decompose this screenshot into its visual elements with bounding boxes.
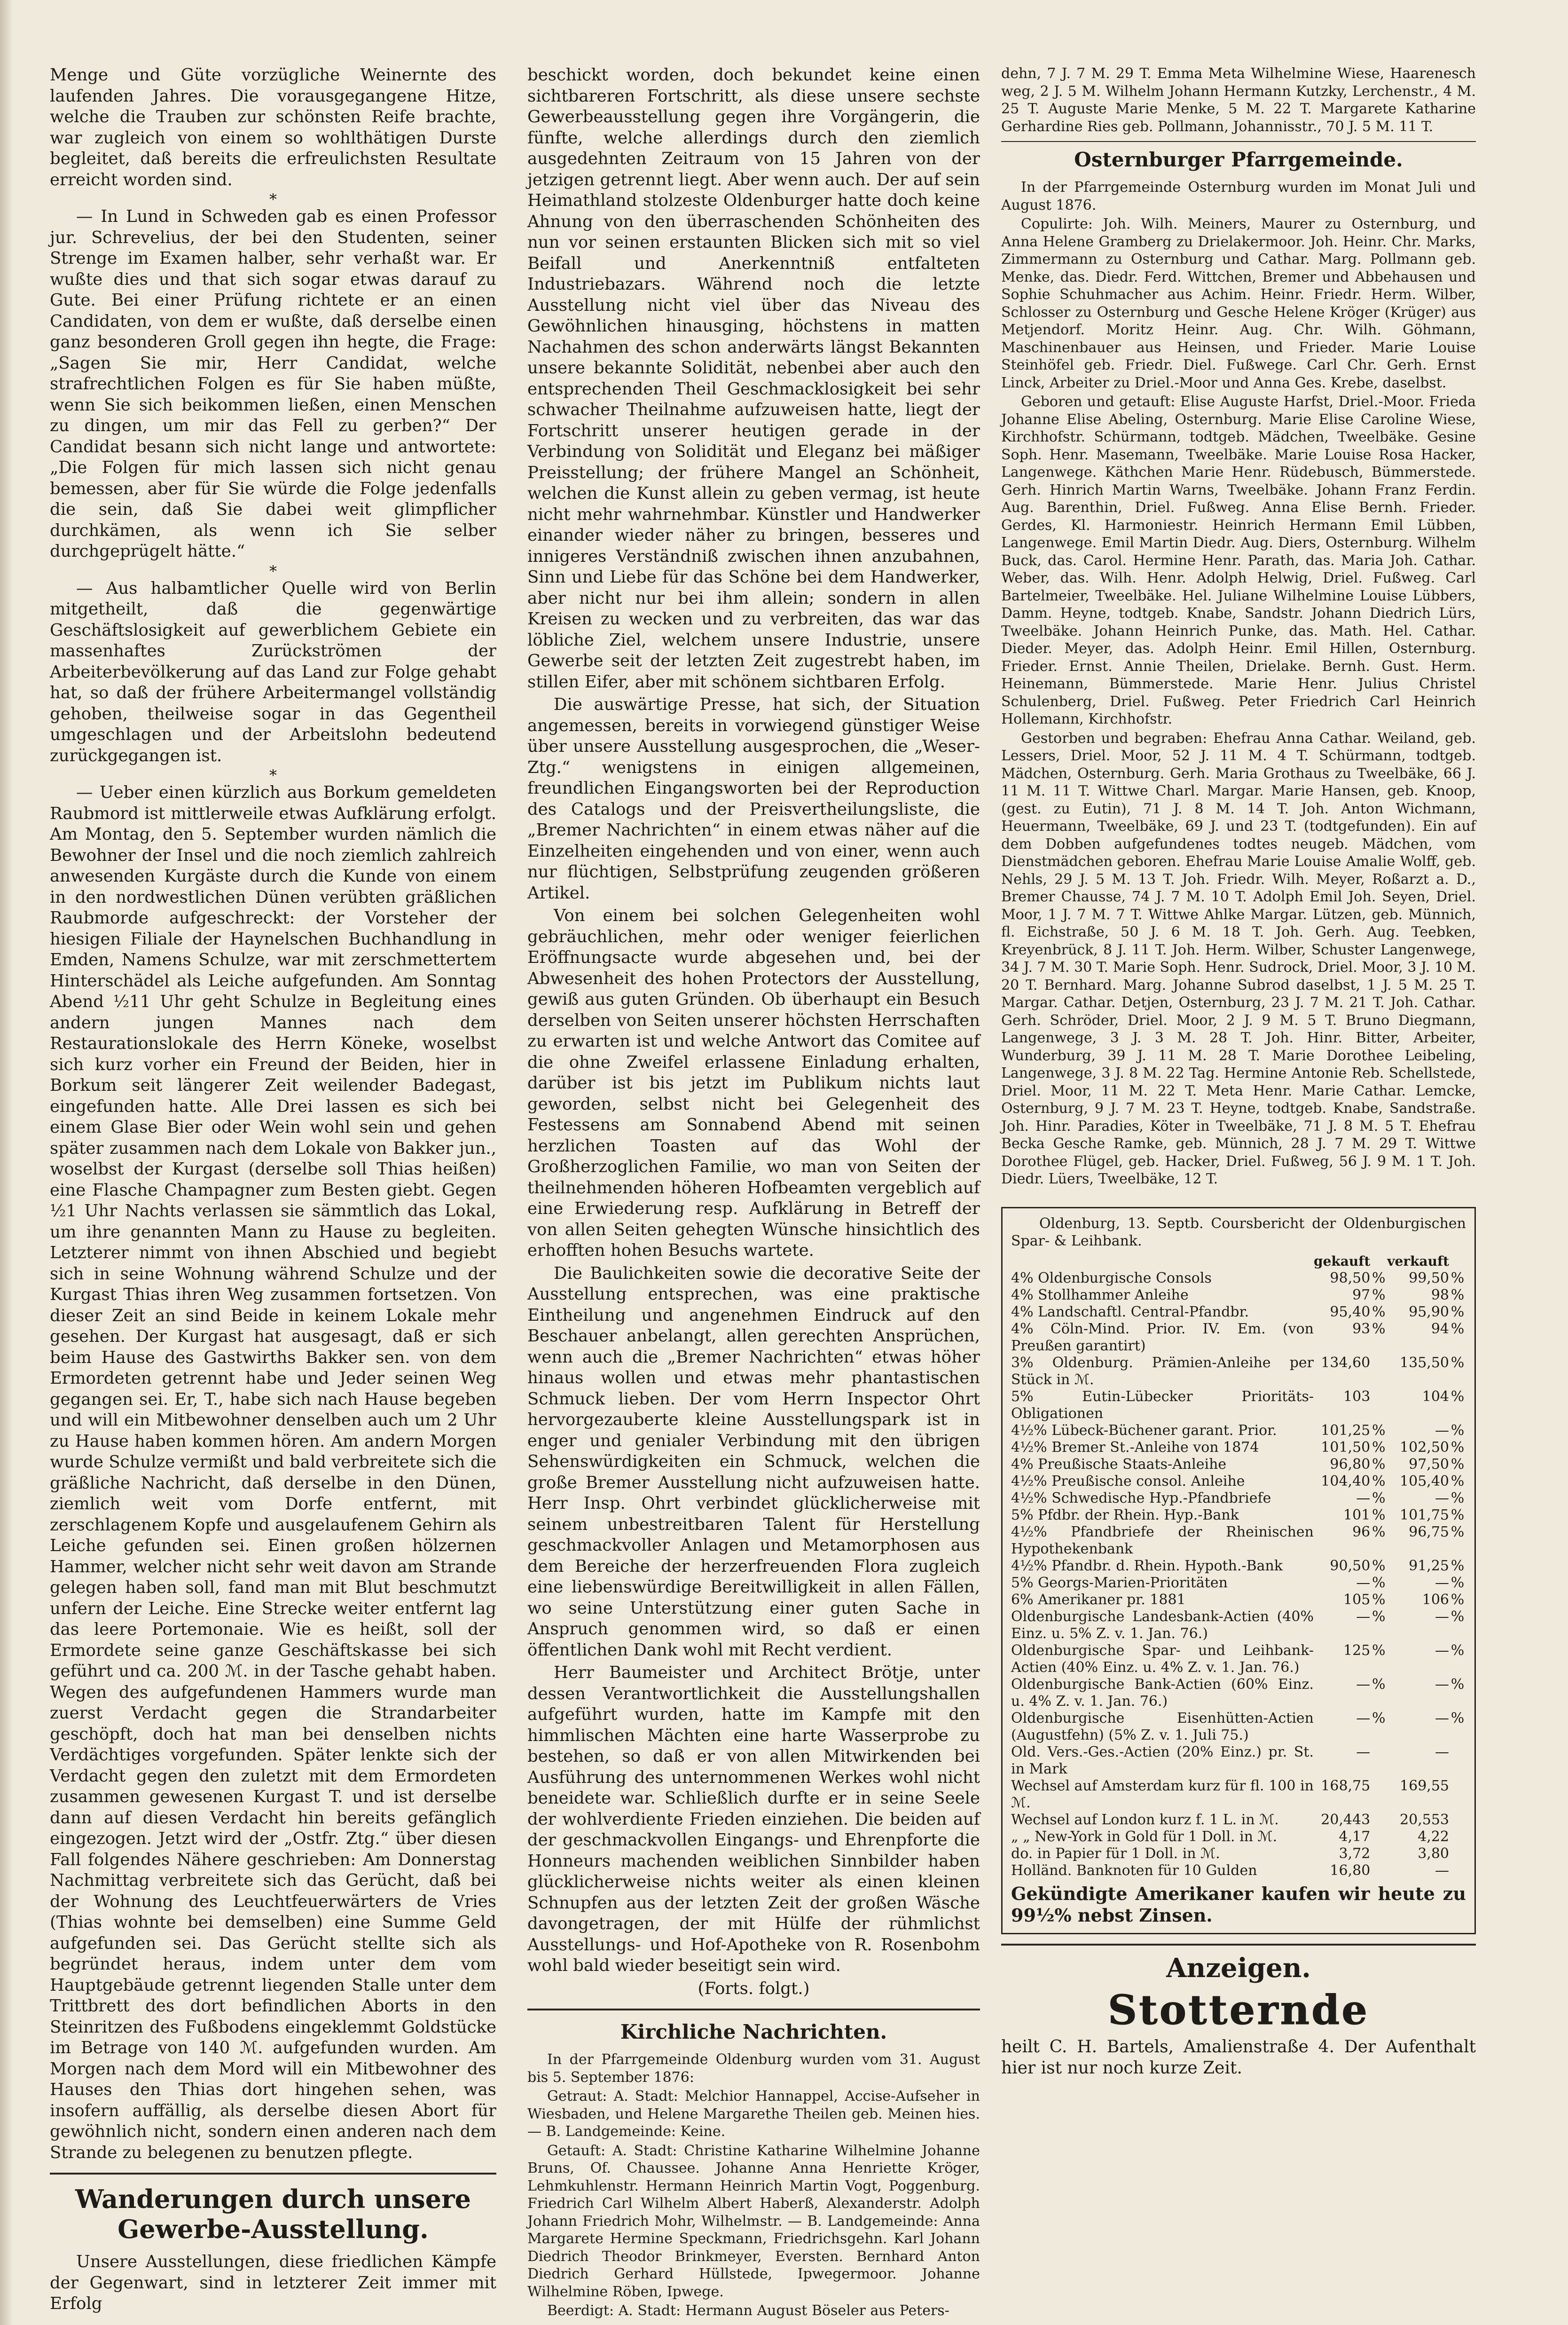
bought-unit: % — [1372, 1439, 1386, 1456]
exchange-row — [1011, 1608, 1466, 1642]
burials-cont-text: dehn, 7 J. 7 M. 29 T. Emma Meta Wilhelmine Wiese, Haarenesch weg, 2 J. 5 M. Wilhelm Johann Hermann Kutzky, Lerchenstr., 4 M. 25 T. Auguste Marie Menke, 5 M. 22 T. Margarete Katharine Gerhardine Ries geb. Pollmann, Johannisstr., 70 J. 5 M. 11 T. — [1001, 65, 1476, 135]
header-bought: gekauft — [1314, 1253, 1371, 1269]
exchange-row — [1011, 1456, 1466, 1473]
bought-price: — — [1356, 1676, 1371, 1693]
bought-unit — [1370, 1778, 1387, 1812]
bought-unit — [1370, 1388, 1387, 1422]
bought-unit: % — [1372, 1557, 1386, 1574]
sold-price: — — [1435, 1422, 1449, 1439]
security-name: 5% Georgs-Marien-Prioritäten — [1011, 1574, 1228, 1591]
sold-unit: % — [1450, 1439, 1465, 1456]
sold-unit: % — [1450, 1422, 1465, 1439]
bought-price: 93 — [1352, 1320, 1371, 1337]
bought-price: — — [1356, 1574, 1371, 1591]
bought-unit — [1370, 1845, 1387, 1862]
bought-unit: % — [1372, 1676, 1386, 1693]
church-baptisms: Getauft: A. Stadt: Christine Katharine Wilhelmine Johanne Bruns, Of. Chaussee. Johanne Anna Henriette Kröger, Lehmkuhlenstr. Hermann Heinrich Martin Vogt, Poggenburg. Friedrich Carl Wilhelm Albert Haberß, Alexanderstr. Adolph Johann Friedrich Mohr, Wilhelmstr. — B. Landgemeinde: Anna Margarete Hermine Speckmann, Friedrichsgehn. Karl Johann Diedrich Theodor Brinkmeyer, Eversten. Bernhard Anton Diedrich Gerhard Hüllstede, Ipwegermoor. Johanne Wilhelmine Röben, Ipwege. — [527, 2142, 980, 2300]
security-name: Wechsel auf Amsterdam kurz für fl. 100 in ℳ. — [1011, 1777, 1314, 1811]
section-title-osternburg: Osternburger Pfarrgemeinde. — [1074, 148, 1403, 171]
exchange-row — [1011, 1828, 1466, 1845]
sold-price: — — [1435, 1862, 1449, 1879]
sold-price: — — [1435, 1743, 1449, 1760]
security-name: Holländ. Banknoten für 10 Gulden — [1011, 1862, 1257, 1879]
sold-price: — — [1435, 1490, 1449, 1506]
bought-price: 98,50 — [1330, 1269, 1371, 1286]
security-name: 5% Eutin-Lübecker Prioritäts-Obligationen — [1011, 1388, 1314, 1422]
exchange-row — [1011, 1473, 1466, 1490]
bought-price: 104,40 — [1321, 1473, 1371, 1490]
security-name: Oldenburgische Spar- und Leihbank-Actien (40% Einz. u. 4% Z. v. 1. Jan. 76.) — [1011, 1642, 1314, 1676]
exchange-row — [1011, 1355, 1466, 1388]
article-exhibition-cont: beschickt worden, doch bekundet keine einen sichtbareren Fortschritt, als diese unsere sechste Gewerbeausstellung gegen ihre Vorgängerin, die fünfte, welche allerdings durch den ziemlich ausgedehnten Zeitraum von 15 Jahren von der jetzigen getrennt liegt. Aber wenn auch. Der auf sein Heimathland stolzeste Oldenburger hatte doch keine Ahnung von den überraschenden Schönheiten des nun vor seinen erstaunten Blicken sich mit so viel Beifall und Anerkenntniß entfalteten Industriebazars. Während noch die letzte Ausstellung nicht viel über das Niveau des Gewöhnlichen hinausging, höchstens in matten Nachahmen des schon anderwärts längst Bekannten unsere bekannte Solidität, nebenbei aber auch den entsprechenden Theil Geschmacklosigkeit bei sehr schwacher Theilnahme aufzuweisen hatte, liegt der Fortschritt unserer heutigen gerade in der Verbindung von Solidität und Eleganz bei mäßiger Preisstellung; der frühere Mangel an Schönheit, welchen die Kunst allein zu geben vermag, ist heute nicht mehr wahrnehmbar. Künstler und Handwerker einander wieder näher zu bringen, besseres und innigeres Verständniß zwischen ihnen anzubahnen, Sinn und Liebe für das Schöne bei dem Handwerker, aber nicht nur bei ihm allein; sondern in allen Kreisen zu wecken und zu verbreiten, das war das löbliche Ziel, welchem unsere Industrie, unsere Gewerbe seit der letzten Zeit zugestrebt haben, im stillen Eifer, aber mit schönem sichtbaren Erfolg. — [527, 65, 980, 692]
exchange-rate-table — [1011, 1253, 1466, 1879]
security-name: 5% Pfdbr. der Rhein. Hyp.-Bank — [1011, 1506, 1239, 1523]
exchange-row — [1011, 1710, 1466, 1744]
bought-unit: % — [1372, 1320, 1386, 1337]
sold-price: 97,50 — [1409, 1456, 1449, 1473]
exchange-row — [1011, 1642, 1466, 1676]
bought-price: 101 — [1343, 1506, 1371, 1523]
sold-price: 101,75 — [1400, 1506, 1449, 1523]
security-name: 4% Stollhammer Anleihe — [1011, 1286, 1189, 1303]
security-name: Oldenburgische Bank-Actien (60% Einz. u. 4% Z. v. 1. Jan. 76.) — [1011, 1676, 1314, 1710]
sold-unit: % — [1450, 1303, 1465, 1320]
security-name: 4½% Pfandbr. d. Rhein. Hypoth.-Bank — [1011, 1557, 1283, 1574]
bought-price: 16,80 — [1330, 1862, 1371, 1879]
advertisement-headline: Stotternde — [1107, 1986, 1370, 2034]
article-exhibition-press: Die auswärtige Presse, hat sich, der Situation angemessen, bereits in vorwiegend günstiger Weise über unsere Ausstellung ausgesprochen, die „Weser-Ztg.“ wenigstens in einigen allgemeinen, freundlichen Eingangsworten bei der Reproduction des Catalogs und der Preisvertheilungsliste, die „Bremer Nachrichten“ in einem etwas näher auf die Einzelheiten eingehenden und von einer, wenn auch nur flüchtigen, Selbstprüfung zeugenden größeren Artikel. — [527, 695, 980, 903]
divider — [527, 2009, 980, 2010]
security-name: do. in Papier für 1 Doll. in ℳ. — [1011, 1845, 1220, 1862]
exchange-row — [1011, 1270, 1466, 1287]
bought-price: 96 — [1352, 1523, 1371, 1540]
bought-price: 105 — [1343, 1591, 1371, 1608]
bought-price: 90,50 — [1330, 1557, 1371, 1574]
bought-price: — — [1356, 1490, 1371, 1506]
column-2 — [527, 65, 980, 2321]
security-name: 4% Landschaftl. Central-Pfandbr. — [1011, 1303, 1249, 1320]
sold-price: 105,40 — [1400, 1473, 1449, 1490]
exchange-row — [1011, 1524, 1466, 1558]
bought-unit: % — [1372, 1608, 1386, 1625]
exchange-row — [1011, 1778, 1466, 1812]
sold-unit: % — [1450, 1676, 1465, 1693]
article-title-exhibition: Wanderungen durch unsere Gewerbe-Ausstellung. — [75, 2184, 471, 2244]
sold-price: 98 — [1431, 1286, 1449, 1303]
sold-unit: % — [1450, 1642, 1465, 1659]
sold-price: 106 — [1422, 1591, 1449, 1608]
sold-price: — — [1435, 1676, 1449, 1693]
sold-unit: % — [1450, 1523, 1465, 1540]
bought-unit: % — [1372, 1710, 1386, 1726]
bought-unit — [1370, 1355, 1387, 1388]
sold-unit: % — [1450, 1506, 1465, 1523]
bought-price: — — [1356, 1608, 1371, 1625]
sold-unit — [1449, 1778, 1466, 1812]
exchange-row — [1011, 1439, 1466, 1456]
sold-unit: % — [1450, 1574, 1465, 1591]
security-name: Oldenburgische Landesbank-Actien (40% Einz. u. 5% Z. v. 1. Jan. 76.) — [1011, 1608, 1314, 1642]
article-lund: — In Lund in Schweden gab es einen Professor jur. Schrevelius, der bei den Studenten, seiner Strenge im Examen halber, sehr verhaßt war. Er wußte dies und that sich sogar etwas darauf zu Gute. Bei einer Prüfung richtete er an einen Candidaten, von dem er wußte, daß derselbe einen ganz besonderen Groll gegen ihn hegte, die Frage: „Sagen Sie mir, Herr Candidat, welche strafrechtlichen Folgen es für Sie haben müßte, wenn Sie sich beikommen ließen, einen Menschen zu dingen, um mir das Fell zu gerben?“ Der Candidat besann sich nicht lange und antwortete: „Die Folgen für mich lassen sich nicht genau bemessen, aber für Sie würde die Folge jedenfalls die sein, daß Sie dabei weit glimpflicher durchkämen, als wenn ich Sie selber durchgeprügelt hätte.“ — [50, 207, 496, 561]
bought-unit: % — [1372, 1506, 1386, 1523]
sold-unit: % — [1450, 1388, 1465, 1405]
security-name: 4½% Preußische consol. Anleihe — [1011, 1473, 1245, 1490]
security-name: 3% Oldenburg. Prämien-Anleihe per Stück in ℳ. — [1011, 1354, 1314, 1388]
article-exhibition-opening: Von einem bei solchen Gelegenheiten wohl gebräuchlichen, mehr oder weniger feierlichen Eröffnungsacte wurde abgesehen und, bei der Abwesenheit des hohen Protectors der Ausstellung, gewiß aus guten Gründen. Ob überhaupt ein Besuch derselben von Seiten unserer höchsten Herrschaften zu erwarten ist und welche Antwort das Comitee auf die ohne Zweifel erlassene Einladung erhalten, darüber ist bis jetzt im Publikum nichts laut geworden, selbst nicht bei Gelegenheit des Festessens am Sonnabend Abend mit seinen herzlichen Toasten auf das Wohl der Großherzoglichen Familie, wo man von Seiten der theilnehmenden höheren Hofbeamten vergeblich auf eine Erwiederung resp. Aufklärung in Betreff der von allen Seiten gehegten Wünsche hinsichtlich des erhofften hohen Besuchs wartete. — [527, 906, 980, 1260]
sold-price: 102,50 — [1400, 1439, 1449, 1456]
sold-unit — [1449, 1744, 1466, 1778]
security-name: 6% Amerikaner pr. 1881 — [1011, 1591, 1186, 1608]
bought-price: 96,80 — [1330, 1456, 1371, 1473]
sold-unit: % — [1450, 1269, 1465, 1286]
bought-price: 95,40 — [1330, 1303, 1371, 1320]
sold-unit: % — [1450, 1286, 1465, 1303]
exchange-row — [1011, 1321, 1466, 1355]
bought-unit: % — [1372, 1591, 1386, 1608]
bought-unit: % — [1372, 1642, 1386, 1659]
continuation-note: (Forts. folgt.) — [698, 1978, 810, 1998]
security-name: 4% Oldenburgische Consols — [1011, 1269, 1212, 1286]
osternburg-marriages: Copulirte: Joh. Wilh. Meiners, Maurer zu Osternburg, und Anna Helene Gramberg zu Drielakermoor. Joh. Heinr. Chr. Marks, Zimmermann zu Osternburg und Cathar. Marg. Pollmann geb. Menke, das. Diedr. Ferd. Wittchen, Bremer und Abbehausen und Sophie Schuhmacher aus Achim. Heinr. Friedr. Herm. Wilber, Schlosser zu Osternburg und Gesche Helene Kröger (Krüger) aus Metjendorf. Moritz Heinr. Aug. Chr. Wilh. Göhmann, Maschinenbauer aus Heinsen, und Frieder. Marie Louise Steinhöfel geb. Friedr. Diel. Fußwege. Carl Chr. Gerh. Ernst Linck, Arbeiter zu Driel.-Moor und Anna Ges. Krebe, daselbst. — [1001, 216, 1476, 391]
bought-price: 4,17 — [1339, 1828, 1371, 1845]
exchange-row — [1011, 1422, 1466, 1439]
article-berlin: — Aus halbamtlicher Quelle wird von Berlin mitgetheilt, daß die gegenwärtige Geschäftslosigkeit auf gewerblichem Gebiete ein massenhaftes Zurückströmen der Arbeiterbevölkerung auf das Land zur Folge gehabt hat, so daß der frühere Arbeitermangel vollständig gehoben, theilweise sogar in das Gegentheil umgeschlagen und der Arbeitslohn bedeutend zurückgegangen ist. — [50, 578, 496, 765]
article-exhibition-start: Unsere Ausstellungen, diese friedlichen Kämpfe der Gegenwart, sind in letzterer Zeit immer mit Erfolg — [50, 2252, 496, 2313]
section-title-church-news: Kirchliche Nachrichten. — [620, 2020, 887, 2043]
security-name: Wechsel auf London kurz f. 1 L. in ℳ. — [1011, 1811, 1279, 1828]
advertisement-text: heilt C. H. Bartels, Amalienstraße 4. Der Aufenthalt hier ist nur noch kurze Zeit. — [1001, 2037, 1476, 2078]
column-3 — [1001, 65, 1476, 2081]
exchange-row — [1011, 1862, 1466, 1879]
bought-unit — [1370, 1828, 1387, 1845]
bought-price: 134,60 — [1321, 1354, 1371, 1371]
security-name: 4½% Schwedische Hyp.-Pfandbriefe — [1011, 1490, 1271, 1506]
exchange-row — [1011, 1558, 1466, 1575]
exchange-row — [1011, 1490, 1466, 1507]
sold-price: 169,55 — [1400, 1777, 1449, 1794]
osternburg-deaths: Gestorben und begraben: Ehefrau Anna Cathar. Weiland, geb. Lessers, Driel. Moor, 52 J. 11 M. 4 T. Schürmann, todtgeb. Mädchen, Osternburg. Gerh. Maria Grothaus zu Tweelbäke, 66 J. 11 M. 11 T. Wittwe Charl. Margar. Marie Hansen, geb. Knoop, (gest. zu Eutin), 71 J. 8 M. 14 T. Joh. Anton Wichmann, Heuermann, Tweelbäke, 69 J. und 23 T. (todtgefunden). Ein auf dem Dobben aufgefundenes todtes neugeb. Mädchen, vom Dienstmädchen geboren. Ehefrau Marie Louise Amalie Wolff, geb. Nehls, 29 J. 5 M. 13 T. Joh. Friedr. Wilh. Meyer, Roßarzt a. D., Bremer Chausse, 74 J. 7 M. 10 T. Adolph Emil Joh. Seyen, Driel. Moor, 1 J. 7 M. 7 T. Wittwe Ahlke Margar. Lützen, geb. Münnich, fl. Eichstraße, 50 J. 6 M. 18 T. Joh. Gerh. Aug. Teebken, Kreyenbrück, 8 J. 11 T. Joh. Herm. Wilber, Schuster Langenwege, 34 J. 7 M. 30 T. Marie Soph. Henr. Sudrock, Driel. Moor, 3 J. 10 M. 20 T. Bernhard. Marg. Johanne Subrod daselbst, 1 J. 5 M. 25 T. Margar. Cathar. Detjen, Osternburg, 23 J. 7 M. 21 T. Joh. Cathar. Gerh. Schröder, Driel. Moor, 2 J. 9 M. 5 T. Bruno Diegmann, Langenwege, 3 J. 3 M. 28 T. Joh. Hinr. Bitter, Arbeiter, Wunderburg, 39 J. 11 M. 28 T. Marie Dorothee Leibeling, Langenwege, 3 J. 8 M. 22 Tag. Hermine Antonie Reb. Schellstede, Driel. Moor, 11 M. 22 T. Meta Henr. Marie Cathar. Lemcke, Osternburg, 9 J. 7 M. 23 T. Heyne, todtgeb. Knabe, Sandstraße. Joh. Hinr. Paradies, Köter in Tweelbäke, 71 J. 8 M. 5 T. Ehefrau Becka Gesche Ramke, geb. Münnich, 28 J. 7 M. 29 T. Wittwe Dorothee Flügel, geb. Hacker, Driel. Fußweg, 56 J. 9 M. 1 T. Joh. Diedr. Lüers, Tweelbäke, 12 T. — [1001, 730, 1476, 1187]
sold-price: — — [1435, 1710, 1449, 1726]
exchange-intro: Oldenburg, 13. Septb. Coursbericht der Oldenburgischen Spar- & Leihbank. — [1011, 1215, 1466, 1249]
bought-unit: % — [1372, 1456, 1386, 1473]
separator-star: * — [269, 766, 277, 784]
osternburg-parish-records — [1001, 179, 1476, 1188]
sold-unit — [1449, 1812, 1466, 1828]
church-marriages: Getraut: A. Stadt: Melchior Hannappel, Accise-Aufseher in Wiesbaden, und Helene Margarethe Theilen geb. Meinen hies. — B. Landgemeinde: Keine. — [527, 2088, 980, 2140]
church-burials: Beerdigt: A. Stadt: Hermann August Böseler aus Peters- — [547, 2302, 949, 2319]
bought-price: — — [1356, 1710, 1371, 1726]
bought-unit — [1370, 1812, 1387, 1828]
sold-price: 99,50 — [1409, 1269, 1449, 1286]
sold-price: 20,553 — [1400, 1811, 1449, 1828]
sold-price: — — [1435, 1642, 1449, 1659]
separator-star: * — [269, 190, 277, 208]
sold-price: 91,25 — [1409, 1557, 1449, 1574]
exchange-row — [1011, 1592, 1466, 1608]
bought-unit: % — [1372, 1269, 1386, 1286]
bought-price: 125 — [1343, 1642, 1371, 1659]
sold-unit: % — [1450, 1354, 1465, 1371]
security-name: „ „ New-York in Gold für 1 Doll. in ℳ. — [1011, 1828, 1278, 1845]
exchange-row — [1011, 1744, 1466, 1778]
sold-unit: % — [1450, 1608, 1465, 1625]
american-bonds-notice: Gekündigte Amerikaner kaufen wir heute zu 99½% nebst Zinsen. — [1011, 1883, 1466, 1926]
sold-unit: % — [1450, 1456, 1465, 1473]
bought-unit — [1370, 1744, 1387, 1778]
bought-unit: % — [1372, 1286, 1386, 1303]
divider — [1001, 141, 1476, 142]
sold-unit — [1449, 1828, 1466, 1845]
bought-unit: % — [1372, 1523, 1386, 1540]
security-name: Oldenburgische Eisenhütten-Actien (Augustfehn) (5% Z. v. 1. Juli 75.) — [1011, 1710, 1314, 1743]
security-name: 4½% Bremer St.-Anleihe von 1874 — [1011, 1439, 1259, 1456]
sold-unit: % — [1450, 1591, 1465, 1608]
bought-unit: % — [1372, 1422, 1386, 1439]
exchange-row — [1011, 1575, 1466, 1592]
exchange-row — [1011, 1845, 1466, 1862]
sold-price: 4,22 — [1418, 1828, 1449, 1845]
section-title-ads: Anzeigen. — [1166, 1952, 1311, 1984]
divider — [50, 2173, 496, 2175]
sold-price: 94 — [1431, 1320, 1449, 1337]
exchange-row — [1011, 1304, 1466, 1321]
osternburg-births: Geboren und getauft: Elise Auguste Harfst, Driel.-Moor. Frieda Johanne Elise Abeling, Osternburg. Marie Elise Caroline Wiese, Kirchhofstr. Schürmann, todtgeb. Mädchen, Tweelbäke. Gesine Soph. Henr. Masemann, Tweelbäke. Marie Louise Rosa Hacker, Langenwege. Käthchen Marie Henr. Rüdebusch, Bümmerstede. Gerh. Hinrich Martin Warns, Tweelbäke. Johann Franz Ferdin. Aug. Barenthin, Driel. Fußweg. Anna Elise Bernh. Frieder. Gerdes, Kl. Harmoniestr. Heinrich Hermann Emil Lübben, Langenwege. Emil Martin Diedr. Aug. Diers, Osternburg. Wilhelm Buck, das. Carol. Hermine Henr. Parath, das. Maria Joh. Cathar. Weber, das. Wilh. Henr. Adolph Helwig, Driel. Fußweg. Carl Bartelmeier, Tweelbäke. Hel. Juliane Wilhelmine Louise Lübbers, Damm. Heyne, todtgeb. Knabe, Sandstr. Johann Diedrich Lürs, Tweelbäke. Johann Heinrich Punke, das. Math. Hel. Cathar. Dieder. Meyer, das. Adolph Heinr. Emil Hillen, Osternburg. Frieder. Ernst. Annie Theilen, Drielake. Bernh. Gust. Herm. Heinemann, Bümmerstede. Marie Henr. Julius Christel Schulenberg, Driel. Fußweg. Peter Friedrich Carl Heinrich Hollemann, Kirchhofstr. — [1001, 394, 1476, 727]
security-name: 4½% Lübeck-Büchener garant. Prior. — [1011, 1422, 1277, 1439]
sold-unit: % — [1450, 1320, 1465, 1337]
security-name: 4% Cöln-Mind. Prior. IV. Em. (von Preußen garantirt) — [1011, 1320, 1314, 1354]
sold-price: 3,80 — [1418, 1845, 1449, 1862]
header-sold: verkauft — [1387, 1253, 1449, 1269]
exchange-row — [1011, 1676, 1466, 1710]
exchange-header-row — [1011, 1253, 1466, 1270]
bought-price: 97 — [1352, 1286, 1371, 1303]
bought-price: 101,50 — [1321, 1439, 1371, 1456]
bought-unit — [1370, 1862, 1387, 1879]
sold-unit: % — [1450, 1710, 1465, 1726]
church-news-oldenburg — [527, 2051, 980, 2320]
church-burials-cont — [1001, 65, 1476, 135]
page-fold-shadow — [0, 0, 13, 2325]
osternburg-intro: In der Pfarrgemeinde Osternburg wurden im Monat Juli und August 1876. — [1001, 179, 1476, 213]
article-wine-harvest: Menge und Güte vorzügliche Weinernte des laufenden Jahres. Die vorausgegangene Hitze, welche die Trauben zur schönsten Reife brachte, war zugleich von einem so wohlthätigen Durste begleitet, daß bereits die erfreulichsten Resultate erreicht worden sind. — [50, 65, 496, 189]
sold-unit — [1449, 1862, 1466, 1879]
column-1 — [50, 65, 496, 2317]
exchange-row — [1011, 1287, 1466, 1304]
article-exhibition-buildings: Die Baulichkeiten sowie die decorative Seite der Ausstellung entsprechen, was eine praktische Eintheilung und angenehmen Eindruck auf den Beschauer anbelangt, allen gerechten Ansprüchen, wenn auch die „Bremer Nachrichten“ etwas höher hinaus wollen und etwas mehr phantastischen Schmuck lieben. Der vom Herrn Inspector Ohrt hervorgezauberte kleine Ausstellungspark ist in enger und genialer Verbindung mit den übrigen Sehenswürdigkeiten ein Schmuck, welchen die große Bremer Ausstellung nicht aufzuweisen hatte. Herr Insp. Ohrt verbindet glücklicherweise mit seinem unbestreitbaren Talent für Herstellung geschmackvoller Anlagen und Metamorphosen aus dem Bereiche der herzerfreuenden Flora zugleich eine liebenswürdige Bereitwilligkeit in allen Fällen, wo seine Unterstützung einer guten Sache in Anspruch genommen wird, so daß er einen öffentlichen Dank wohl mit Recht verdient. — [527, 1263, 980, 1660]
article-borkum: — Ueber einen kürzlich aus Borkum gemeldeten Raubmord ist mittlerweile etwas Aufklärung erfolgt. Am Montag, den 5. September wurden nämlich die Bewohner der Insel und die noch ziemlich zahlreich anwesenden Kurgäste durch die Kunde von einem in den nordwestlichen Dünen verübten gräßlichen Raubmorde aufgeschreckt: der Vorsteher der hiesigen Filiale der Haynelschen Buchhandlung in Emden, Namens Schulze, war mit zerschmettertem Hinterschädel als Leiche aufgefunden. Am Sonntag Abend ½11 Uhr geht Schulze in Begleitung eines andern jungen Mannes nach dem Restaurationslokale des Herrn Köneke, woselbst sich kurz vorher ein Freund der Beiden, hier in Borkum seit längerer Zeit weilender Badegast, eingefunden hatte. Alle Drei lassen es sich bei einem Glase Bier oder Wein wohl sein und gehen später zusammen nach dem Lokale von Bakker jun., woselbst der Kurgast (derselbe soll Thias heißen) eine Flasche Champagner zum Besten giebt. Gegen ½1 Uhr Nachts verlassen sie sämmtlich das Lokal, um ihre genannten Mann zu Hause zu begleiten. Letzterer nimmt von ihnen Abschied und begiebt sich in seine Wohnung während Schulze und der Kurgast Thias ihren Weg zusammen fortsetzen. Von dieser Zeit an sind Beide in keinem Lokale mehr gesehen. Der Kurgast hat ausgesagt, daß er sich beim Hause des Gastwirths Bakker sen. von dem Ermordeten getrennt habe und Jeder seinen Weg gegangen sei. Er, T., habe sich nach Hause begeben und will ein Mitbewohner denselben auch um 2 Uhr zu Hause haben kommen hören. Am andern Morgen wurde Schulze vermißt und bald verbreitete sich die gräßliche Nachricht, daß derselbe in den Dünen, ziemlich weit vom Dorfe entfernt, mit zerschlagenem Kopfe und ausgelaufenem Gehirn als Leiche gefunden sei. Einen großen hölzernen Hammer, welcher nicht sehr weit davon am Strande gelegen haben soll, fand man mit Blut beschmutzt unfern der Leiche. Eine Strecke weiter entfernt lag das leere Portemonaie. Wie es heißt, soll der Ermordete seine ganze Geschäftskasse bei sich geführt und ca. 200 ℳ. in der Tasche gehabt haben. Wegen des aufgefundenen Hammers wurde man zuerst Verdacht gegen die Strandarbeiter geschöpft, doch hat man bei denselben nichts Verdächtiges vorgefunden. Später lenkte sich der Verdacht gegen den zuletzt mit dem Ermordeten zusammen gewesenen Kurgast T. und ist derselbe dann auf diesen Verdacht hin bereits gefänglich eingezogen. Jetzt wird der „Ostfr. Ztg.“ über diesen Fall folgendes Nähere geschrieben: Am Donnerstag Nachmittag verbreitete sich das Gerücht, daß bei der Wohnung des Leuchtfeuerwärters de Vries (Thias wohnte bei demselben) eine Summe Geld aufgefunden sei. Das Gerücht stellte sich als begründet heraus, indem unter dem vom Hauptgebäude getrennt liegenden Stalle unter dem Trittbrett des dort befindlichen Aborts in den Steinritzen des Fußbodens eingeklemmt Goldstücke im Betrage von 140 ℳ. aufgefunden wurden. Am Morgen nach dem Mord will ein Mitbewohner des Hauses den Thias dort hingehen sehen, was insofern auffällig, als derselbe diesen Abort für gewöhnlich nicht, sondern einen anderen nach dem Strande zu belegenen zu benutzen pflegte. — [50, 783, 496, 2162]
sold-price: 96,75 — [1409, 1523, 1449, 1540]
bought-price: 3,72 — [1339, 1845, 1371, 1862]
separator-star: * — [269, 562, 277, 580]
sold-unit — [1449, 1845, 1466, 1862]
bought-unit: % — [1372, 1473, 1386, 1490]
sold-unit: % — [1450, 1473, 1465, 1490]
sold-unit: % — [1450, 1557, 1465, 1574]
bought-price: 101,25 — [1321, 1422, 1371, 1439]
article-exhibition-architect: Herr Baumeister und Architect Brötje, unter dessen Verantwortlichkeit die Ausstellungshallen aufgeführt wurden, hatte im Kampfe mit den himmlischen Mächten eine harte Wasserprobe zu bestehen, so daß er von allen Mitwirkenden bei Ausführung des unternommenen Werkes wohl nicht beneidete war. Schließlich durfte er in seine Seele der wohlverdiente Frieden einziehen. Die beiden auf der geschmackvollen Eingangs- und Ehrenpforte die Honneurs machenden weiblichen Sinnbilder haben glücklicherweise nichts weiter als einen kleinen Schnupfen aus der letzten Zeit der großen Wäsche davongetragen, der mit Hülfe der rühmlichst Ausstellungs- und Hof-Apotheke von R. Rosenbohm wohl bald wieder beseitigt sein wird. — [527, 1663, 980, 1975]
sold-price: — — [1435, 1574, 1449, 1591]
bought-unit: % — [1372, 1490, 1386, 1506]
exchange-rate-report — [1001, 1207, 1476, 1934]
security-name: 4½% Pfandbriefe der Rheinischen Hypothekenbank — [1011, 1523, 1314, 1557]
sold-price: 104 — [1422, 1388, 1449, 1405]
bought-price: 20,443 — [1321, 1811, 1371, 1828]
bought-unit: % — [1372, 1303, 1386, 1320]
divider — [1001, 1944, 1476, 1946]
bought-price: 168,75 — [1321, 1777, 1371, 1794]
exchange-row — [1011, 1388, 1466, 1422]
sold-price: 135,50 — [1400, 1354, 1449, 1371]
sold-price: — — [1435, 1608, 1449, 1625]
security-name: Old. Vers.-Ges.-Actien (20% Einz.) pr. St. in Mark — [1011, 1743, 1314, 1777]
exchange-row — [1011, 1812, 1466, 1828]
bought-price: — — [1356, 1743, 1371, 1760]
bought-price: 103 — [1343, 1388, 1371, 1405]
sold-unit: % — [1450, 1490, 1465, 1506]
bought-unit: % — [1372, 1574, 1386, 1591]
security-name: 4% Preußische Staats-Anleihe — [1011, 1456, 1227, 1473]
church-intro: In der Pfarrgemeinde Oldenburg wurden vom 31. August bis 5. September 1876: — [527, 2051, 980, 2086]
exchange-row — [1011, 1507, 1466, 1524]
sold-price: 95,90 — [1409, 1303, 1449, 1320]
